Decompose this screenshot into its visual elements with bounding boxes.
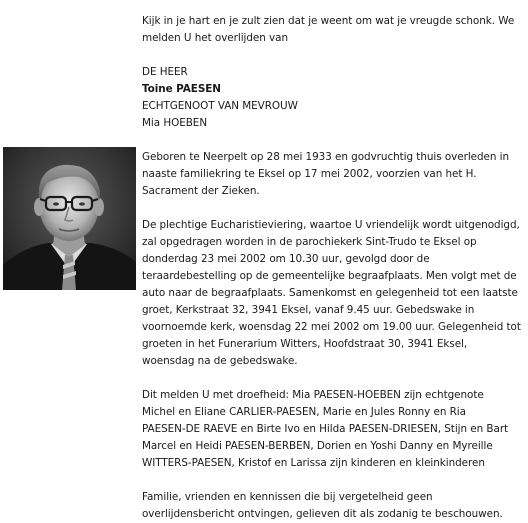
paragraph-line: Geboren te Neerpelt op 28 mei 1933 en godvruchtig thuis overleden in xyxy=(142,151,510,163)
paragraph-line: De plechtige Eucharistieviering, waartoe U vriendelijk wordt uitgenodigd, xyxy=(142,219,520,231)
title-prefix: DE HEER xyxy=(142,66,188,78)
birth-paragraph xyxy=(142,149,522,200)
paragraph-line: voornoemde kerk, woensdag 22 mei 2002 om 19.00 uur. Gelegenheid tot xyxy=(142,321,521,333)
deceased-name: Toine PAESEN xyxy=(142,83,221,95)
spouse-name: Mia HOEBEN xyxy=(142,117,208,129)
portrait-icon xyxy=(3,147,136,290)
portrait-photo xyxy=(3,147,136,290)
paragraph-line: groet, Kerkstraat 32, 3941 Eksel, vanaf 9.45 uur. Gebedswake in xyxy=(142,304,475,316)
paragraph-line: Michel en Eliane CARLIER-PAESEN, Marie en Jules Ronny en Ria xyxy=(142,406,466,418)
paragraph-line: WITTERS-PAESEN, Kristof en Larissa zijn kinderen en kleinkinderen xyxy=(142,457,485,469)
ceremony-paragraph xyxy=(142,217,522,370)
spouse-label: ECHTGENOOT VAN MEVROUW xyxy=(142,100,298,112)
paragraph-line: groeten in het Funerarium Witters, Hoofdstraat 30, 3941 Eksel, xyxy=(142,338,468,350)
paragraph-line: overlijdensbericht ontvingen, gelieven dit als zodanig te beschouwen. xyxy=(142,508,503,520)
paragraph-line: Marcel en Heidi PAESEN-BERBEN, Dorien en Yoshi Danny en Myreille xyxy=(142,440,493,452)
intro-line: Kijk in je hart en je zult zien dat je weent om wat je vreugde schonk. We xyxy=(142,15,515,27)
intro-text xyxy=(142,13,522,47)
paragraph-line: teraardebestelling op de gemeentelijke begraafplaats. Men volgt met de xyxy=(142,270,517,282)
closing-paragraph xyxy=(142,489,522,523)
paragraph-line: naaste familiekring te Eksel op 17 mei 2002, voorzien van het H. xyxy=(142,168,477,180)
paragraph-line: Dit melden U met droefheid: Mia PAESEN-HOEBEN zijn echtgenote xyxy=(142,389,484,401)
paragraph-line: Sacrament der Zieken. xyxy=(142,185,260,197)
paragraph-line: PAESEN-DE RAEVE en Birte Ivo en Hilda PAESEN-DRIESEN, Stijn en Bart xyxy=(142,423,509,435)
intro-line: melden U het overlijden van xyxy=(142,32,289,44)
paragraph-line: donderdag 23 mei 2002 om 10.30 uur, gevolgd door de xyxy=(142,253,430,265)
paragraph-line: auto naar de begraafplaats. Samenkomst en gelegenheid tot een laatste xyxy=(142,287,518,299)
paragraph-line: Familie, vrienden en kennissen die bij vergetelheid geen xyxy=(142,491,433,503)
family-paragraph xyxy=(142,387,522,472)
paragraph-line: zal opgedragen worden in de parochiekerk Sint-Trudo te Eksel op xyxy=(142,236,477,248)
obituary-text xyxy=(142,13,522,523)
paragraph-line: woensdag na de gebedswake. xyxy=(142,355,298,367)
